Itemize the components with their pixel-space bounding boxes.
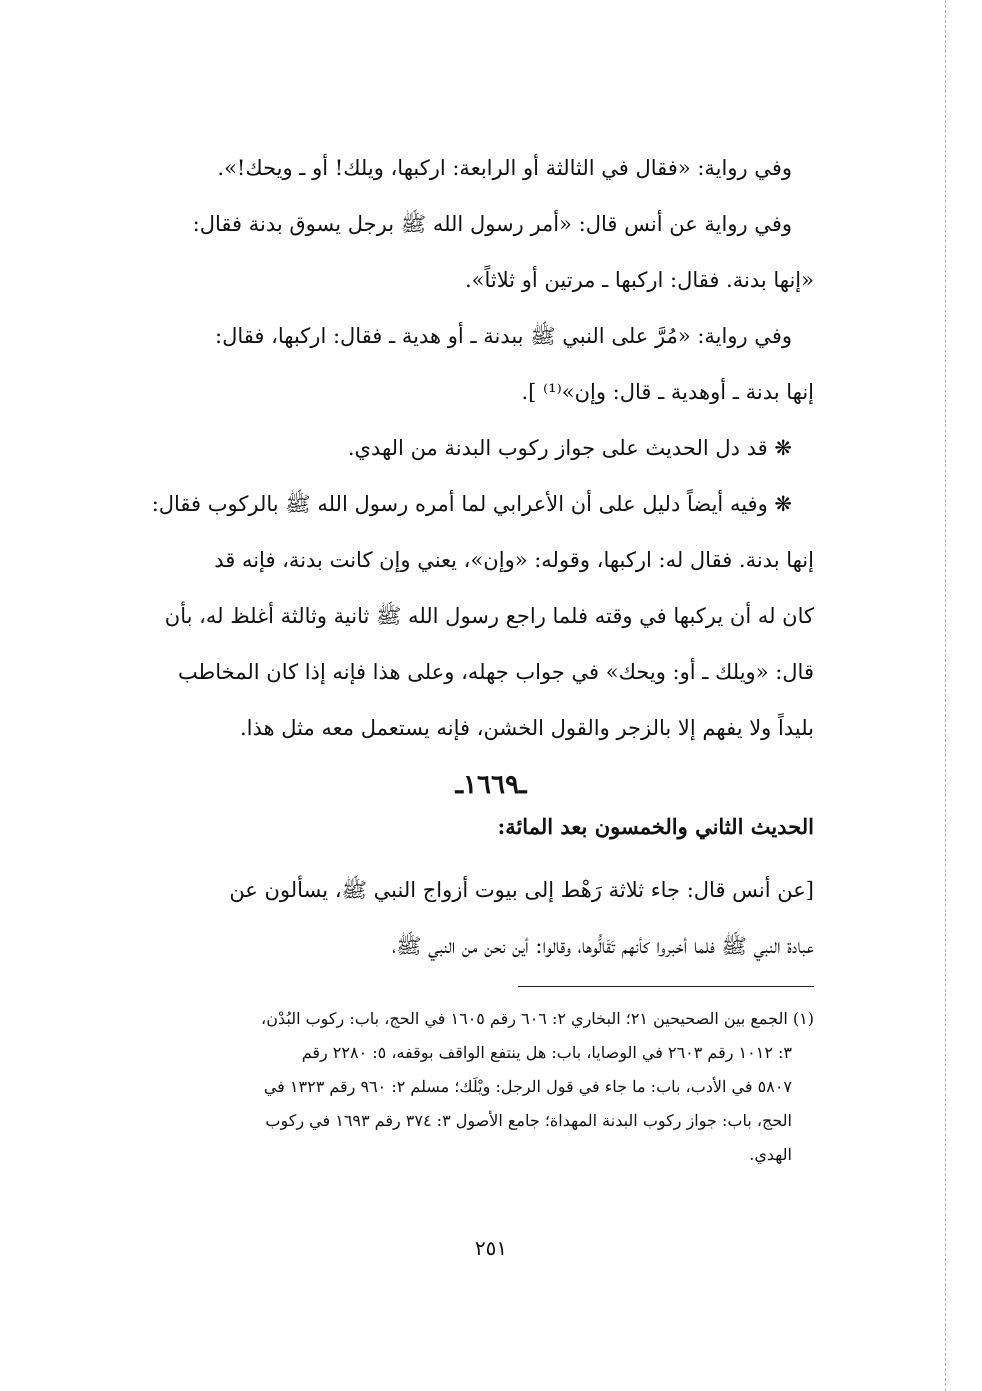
paragraph-line: ❋ وفيه أيضاً دليل على أن الأعرابي لما أمره رسول الله ﷺ بالركوب فقال: <box>151 492 792 516</box>
footnote-line: ٣: ١٠١٢ رقم ٢٦٠٣ في الوصايا، باب: هل ينتفع الواقف بوقفه، ٥: ٢٢٨٠ رقم <box>301 1043 792 1062</box>
footnote <box>150 1002 814 1172</box>
section-title: الحديث الثاني والخمسون بعد المائة: <box>497 814 814 839</box>
paragraph-line: وفي رواية: «مُرَّ على النبي ﷺ ببدنة ـ أو هدية ـ فقال: اركبها، فقال: <box>215 324 792 348</box>
paragraph-line: ❋ قد دل الحديث على جواز ركوب البدنة من الهدي. <box>347 436 792 460</box>
page-number: ٢٥١ <box>474 1236 508 1260</box>
paragraph-line: «إنها بدنة. فقال: اركبها ـ مرتين أو ثلاثاً». <box>464 268 814 292</box>
body-text <box>150 140 814 756</box>
footnote-divider <box>518 986 814 987</box>
paragraph-line: إنها بدنة. فقال له: اركبها، وقوله: «وإن»، يعني وإن كانت بدنة، فإنه قد <box>214 548 814 572</box>
hadith-line: [عن أنس قال: جاء ثلاثة رَهْط إلى بيوت أزواج النبي ﷺ، يسألون عن <box>229 878 814 902</box>
footnote-line: (١) الجمع بين الصحيحين ٢١؛ البخاري ٢: ٦٠٦ رقم ١٦٠٥ في الحج، باب: ركوب البُدْن، <box>261 1009 814 1028</box>
paragraph-line: قال: «ويلك ـ أو: ويحك» في جواب جهله، وعلى هذا فإنه إذا كان المخاطب <box>177 660 814 684</box>
paragraph-line: وفي رواية: «فقال في الثالثة أو الرابعة: اركبها، ويلك! أو ـ ويحك!». <box>217 156 792 180</box>
paragraph-line: بليداً ولا يفهم إلا بالزجر والقول الخشن، فإنه يستعمل معه مثل هذا. <box>239 716 814 740</box>
paragraph-line: إنها بدنة ـ أوهدية ـ قال: وإن»⁽¹⁾ ]. <box>521 380 814 404</box>
footnote-line: ٥٨٠٧ في الأدب، باب: ما جاء في قول الرجل: ويْلَك؛ مسلم ٢: ٩٦٠ رقم ١٣٢٣ في <box>263 1077 792 1096</box>
hadith-text <box>150 862 814 974</box>
hadith-number-heading: ـ١٦٦٩ـ <box>455 770 527 800</box>
hadith-line: عبادة النبي ﷺ فلما أخبروا كأنهم تَقَالُّوها، وقالوا: أين نحن من النبي ﷺ، <box>392 934 814 958</box>
footnote-line: الهدي. <box>749 1145 792 1164</box>
page-edge-line <box>945 0 946 1391</box>
paragraph-line: وفي رواية عن أنس قال: «أمر رسول الله ﷺ برجل يسوق بدنة فقال: <box>192 212 792 236</box>
footnote-line: الحج، باب: جواز ركوب البدنة المهداة؛ جامع الأصول ٣: ٣٧٤ رقم ١٦٩٣ في ركوب <box>265 1111 792 1130</box>
paragraph-line: كان له أن يركبها في وقته فلما راجع رسول الله ﷺ ثانية وثالثة أغلظ له، بأن <box>164 604 814 628</box>
